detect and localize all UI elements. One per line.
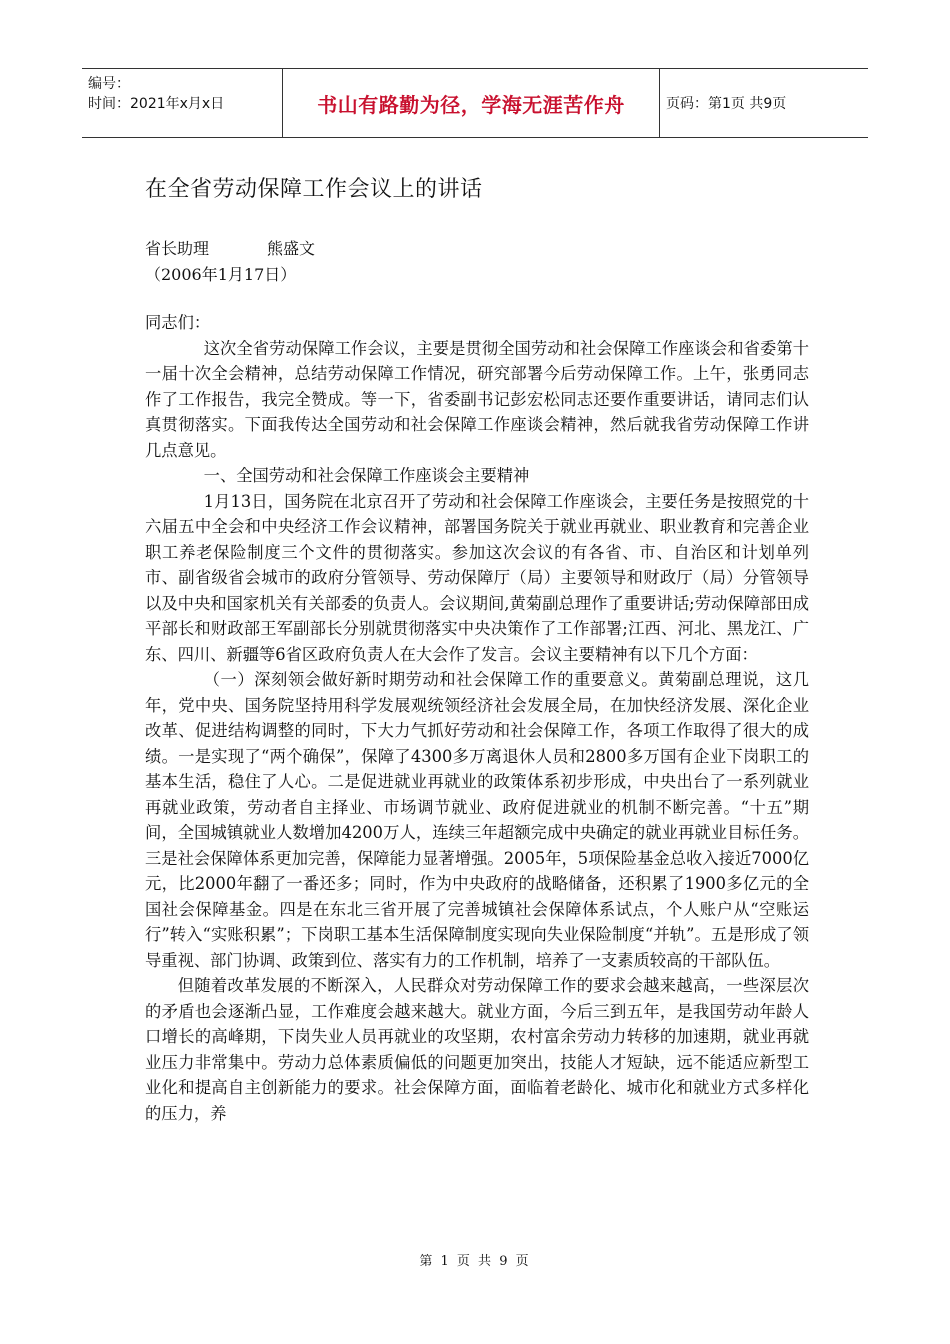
author-name: 熊盛文 <box>267 239 316 258</box>
paragraph: 但随着改革发展的不断深入，人民群众对劳动保障工作的要求会越来越高，一些深层次的矛盾也会逐渐凸显，工作难度会越来越大。就业方面，今后三到五年，是我国劳动年龄人口增长的高峰期，下岗失业人员再就业的攻坚期，农村富余劳动力转移的加速期，就业再就业压力非常集中。劳动力总体素质偏低的问题更加突出，技能人才短缺，远不能适应新型工业化和提高自主创新能力的要求。社会保障方面，面临着老龄化、城市化和就业方式多样化的压力，养 <box>145 976 809 1123</box>
document-body <box>145 310 809 1126</box>
header-page-cell <box>660 69 868 137</box>
section-heading: 一、全国劳动和社会保障工作座谈会主要精神 <box>203 466 530 485</box>
header-meta-cell <box>82 69 282 137</box>
paragraph: 这次全省劳动保障工作会议，主要是贯彻全国劳动和社会保障工作座谈会和省委第十一届十次全会精神，总结劳动保障工作情况，研究部署今后劳动保障工作。上午，张勇同志作了工作报告，我完全赞成。等一下，省委副书记彭宏松同志还要作重要讲话，请同志们认真贯彻落实。下面我传达全国劳动和社会保障工作座谈会精神，然后就我省劳动保障工作讲几点意见。 <box>145 338 809 460</box>
document-number-label: 编号： <box>88 76 130 92</box>
page-footer: 第 1 页 共 9 页 <box>419 1254 531 1269</box>
header-motto-cell <box>282 69 660 137</box>
document-date: （2006年1月17日） <box>145 265 297 284</box>
paragraph: （一）深刻领会做好新时期劳动和社会保障工作的重要意义。黄菊副总理说，这几年，党中央、国务院坚持用科学发展观统领经济社会发展全局，在加快经济发展、深化企业改革、促进结构调整的同时，下大力气抓好劳动和社会保障工作，各项工作取得了很大的成绩。一是实现了“两个确保”，保障了4300多万离退休人员和2800多万国有企业下岗职工的基本生活，稳住了人心。二是促进就业再就业的政策体系初步形成，中央出台了一系列就业再就业政策，劳动者自主择业、市场调节就业、政府促进就业的机制不断完善。“十五”期间，全国城镇就业人数增加4200万人，连续三年超额完成中央确定的就业再就业目标任务。三是社会保障体系更加完善，保障能力显著增强。2005年，5项保险基金总收入接近7000亿元，比2000年翻了一番还多；同时，作为中央政府的战略储备，还积累了1900多亿元的全国社会保障基金。四是在东北三省开展了完善城镇社会保障体系试点，个人账户从“空账运行”转入“实账积累”；下岗职工基本生活保障制度实现向失业保险制度“并轨”。五是形成了领导重视、部门协调、政策到位、落实有力的工作机制，培养了一支素质较高的干部队伍。 <box>145 670 809 970</box>
paragraph: 1月13日，国务院在北京召开了劳动和社会保障工作座谈会，主要任务是按照党的十六届五中全会和中央经济工作会议精神，部署国务院关于就业再就业、职业教育和完善企业职工养老保险制度三个文件的贯彻落实。参加这次会议的有各省、市、自治区和计划单列市、副省级省会城市的政府分管领导、劳动保障厅（局）主要领导和财政厅（局）分管领导以及中央和国家机关有关部委的负责人。会议期间,黄菊副总理作了重要讲话;劳动保障部田成平部长和财政部王军副部长分别就贯彻落实中央决策作了工作部署;江西、河北、黑龙江、广东、四川、新疆等6省区政府负责人在大会作了发言。会议主要精神有以下几个方面： <box>145 491 809 664</box>
header-table <box>82 68 868 138</box>
greeting: 同志们： <box>145 313 211 332</box>
motto-text: 书山有路勤为径，学海无涯苦作舟 <box>317 92 625 117</box>
document-title: 在全省劳动保障工作会议上的讲话 <box>145 177 483 202</box>
document-time-label: 时间：2021年x月x日 <box>88 96 225 112</box>
author-role: 省长助理 <box>145 239 210 258</box>
author-line <box>145 236 315 259</box>
header-page-info: 页码：第1页 共9页 <box>666 96 787 112</box>
